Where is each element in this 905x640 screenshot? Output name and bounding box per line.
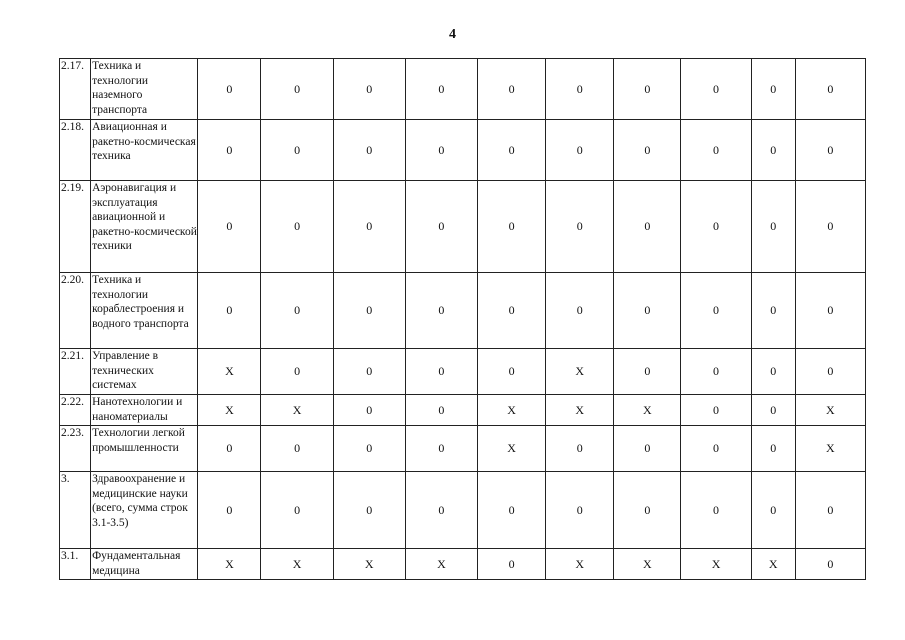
table-row xyxy=(60,549,866,580)
cell-value: Х xyxy=(405,549,477,580)
cell-value: 0 xyxy=(405,426,477,472)
cell-value: 0 xyxy=(751,59,795,120)
cell-value: 0 xyxy=(261,349,333,395)
cell-value: Х xyxy=(478,426,546,472)
cell-value: 0 xyxy=(751,349,795,395)
cell-value: Х xyxy=(614,549,681,580)
cell-value: 0 xyxy=(198,426,261,472)
row-number: 3. xyxy=(60,472,91,549)
cell-value: 0 xyxy=(478,349,546,395)
row-name: Управление в технических системах xyxy=(91,349,198,395)
cell-value: 0 xyxy=(198,273,261,349)
cell-value: 0 xyxy=(198,181,261,273)
cell-value: 0 xyxy=(478,549,546,580)
row-number: 2.21. xyxy=(60,349,91,395)
cell-value: 0 xyxy=(261,426,333,472)
cell-value: 0 xyxy=(681,349,751,395)
cell-value: 0 xyxy=(478,59,546,120)
cell-value: 0 xyxy=(261,120,333,181)
cell-value: 0 xyxy=(405,181,477,273)
cell-value: 0 xyxy=(546,472,614,549)
row-name: Техника и технологии кораблестроения и водного транспорта xyxy=(91,273,198,349)
cell-value: 0 xyxy=(751,181,795,273)
cell-value: Х xyxy=(614,395,681,426)
row-name: Здравоохранение и медицинские науки (всего, сумма строк 3.1-3.5) xyxy=(91,472,198,549)
cell-value: 0 xyxy=(795,120,865,181)
cell-value: Х xyxy=(795,426,865,472)
cell-value: 0 xyxy=(198,59,261,120)
cell-value: 0 xyxy=(751,273,795,349)
table-row xyxy=(60,181,866,273)
row-number: 2.23. xyxy=(60,426,91,472)
cell-value: 0 xyxy=(751,395,795,426)
table-row xyxy=(60,273,866,349)
cell-value: 0 xyxy=(614,273,681,349)
cell-value: Х xyxy=(198,349,261,395)
cell-value: 0 xyxy=(333,349,405,395)
cell-value: 0 xyxy=(333,472,405,549)
cell-value: 0 xyxy=(198,120,261,181)
cell-value: 0 xyxy=(546,181,614,273)
cell-value: Х xyxy=(198,549,261,580)
cell-value: 0 xyxy=(405,59,477,120)
row-name: Авиационная и ракетно-космическая техника xyxy=(91,120,198,181)
cell-value: Х xyxy=(261,395,333,426)
cell-value: 0 xyxy=(261,273,333,349)
cell-value: 0 xyxy=(681,426,751,472)
cell-value: 0 xyxy=(405,395,477,426)
cell-value: 0 xyxy=(478,273,546,349)
table-row xyxy=(60,59,866,120)
cell-value: 0 xyxy=(681,395,751,426)
cell-value: 0 xyxy=(546,273,614,349)
cell-value: 0 xyxy=(405,120,477,181)
cell-value: 0 xyxy=(795,59,865,120)
cell-value: Х xyxy=(261,549,333,580)
cell-value: 0 xyxy=(546,59,614,120)
cell-value: 0 xyxy=(405,472,477,549)
row-number: 3.1. xyxy=(60,549,91,580)
cell-value: 0 xyxy=(795,181,865,273)
row-number: 2.18. xyxy=(60,120,91,181)
cell-value: 0 xyxy=(614,59,681,120)
row-number: 2.17. xyxy=(60,59,91,120)
cell-value: 0 xyxy=(478,472,546,549)
table-row xyxy=(60,472,866,549)
cell-value: 0 xyxy=(795,472,865,549)
cell-value: 0 xyxy=(614,472,681,549)
row-name: Технологии легкой промышленности xyxy=(91,426,198,472)
cell-value: 0 xyxy=(261,472,333,549)
cell-value: Х xyxy=(751,549,795,580)
cell-value: 0 xyxy=(405,349,477,395)
cell-value: Х xyxy=(795,395,865,426)
cell-value: 0 xyxy=(546,426,614,472)
row-name: Аэронавигация и эксплуатация авиационной и ракетно-космической техники xyxy=(91,181,198,273)
cell-value: 0 xyxy=(614,426,681,472)
cell-value: 0 xyxy=(405,273,477,349)
page-number: 4 xyxy=(449,27,456,42)
cell-value: 0 xyxy=(333,59,405,120)
table-row xyxy=(60,349,866,395)
row-name: Фундаментальная медицина xyxy=(91,549,198,580)
cell-value: 0 xyxy=(261,59,333,120)
cell-value: 0 xyxy=(198,472,261,549)
cell-value: 0 xyxy=(478,181,546,273)
cell-value: 0 xyxy=(261,181,333,273)
cell-value: 0 xyxy=(681,59,751,120)
cell-value: 0 xyxy=(795,349,865,395)
cell-value: Х xyxy=(546,395,614,426)
cell-value: 0 xyxy=(333,273,405,349)
cell-value: 0 xyxy=(751,426,795,472)
row-name: Техника и технологии наземного транспорта xyxy=(91,59,198,120)
row-number: 2.22. xyxy=(60,395,91,426)
row-name: Нанотехнологии и наноматериалы xyxy=(91,395,198,426)
cell-value: 0 xyxy=(614,120,681,181)
cell-value: 0 xyxy=(333,395,405,426)
cell-value: Х xyxy=(546,349,614,395)
cell-value: Х xyxy=(681,549,751,580)
cell-value: 0 xyxy=(681,181,751,273)
cell-value: 0 xyxy=(751,472,795,549)
cell-value: 0 xyxy=(614,181,681,273)
cell-value: 0 xyxy=(681,273,751,349)
cell-value: 0 xyxy=(681,120,751,181)
cell-value: 0 xyxy=(795,273,865,349)
cell-value: 0 xyxy=(478,120,546,181)
cell-value: Х xyxy=(198,395,261,426)
cell-value: Х xyxy=(478,395,546,426)
cell-value: 0 xyxy=(546,120,614,181)
cell-value: 0 xyxy=(333,181,405,273)
cell-value: 0 xyxy=(614,349,681,395)
table-row xyxy=(60,395,866,426)
table-row xyxy=(60,426,866,472)
cell-value: Х xyxy=(546,549,614,580)
cell-value: 0 xyxy=(681,472,751,549)
cell-value: 0 xyxy=(795,549,865,580)
table-row xyxy=(60,120,866,181)
cell-value: 0 xyxy=(751,120,795,181)
data-table xyxy=(59,58,866,580)
row-number: 2.20. xyxy=(60,273,91,349)
cell-value: Х xyxy=(333,549,405,580)
row-number: 2.19. xyxy=(60,181,91,273)
cell-value: 0 xyxy=(333,426,405,472)
cell-value: 0 xyxy=(333,120,405,181)
